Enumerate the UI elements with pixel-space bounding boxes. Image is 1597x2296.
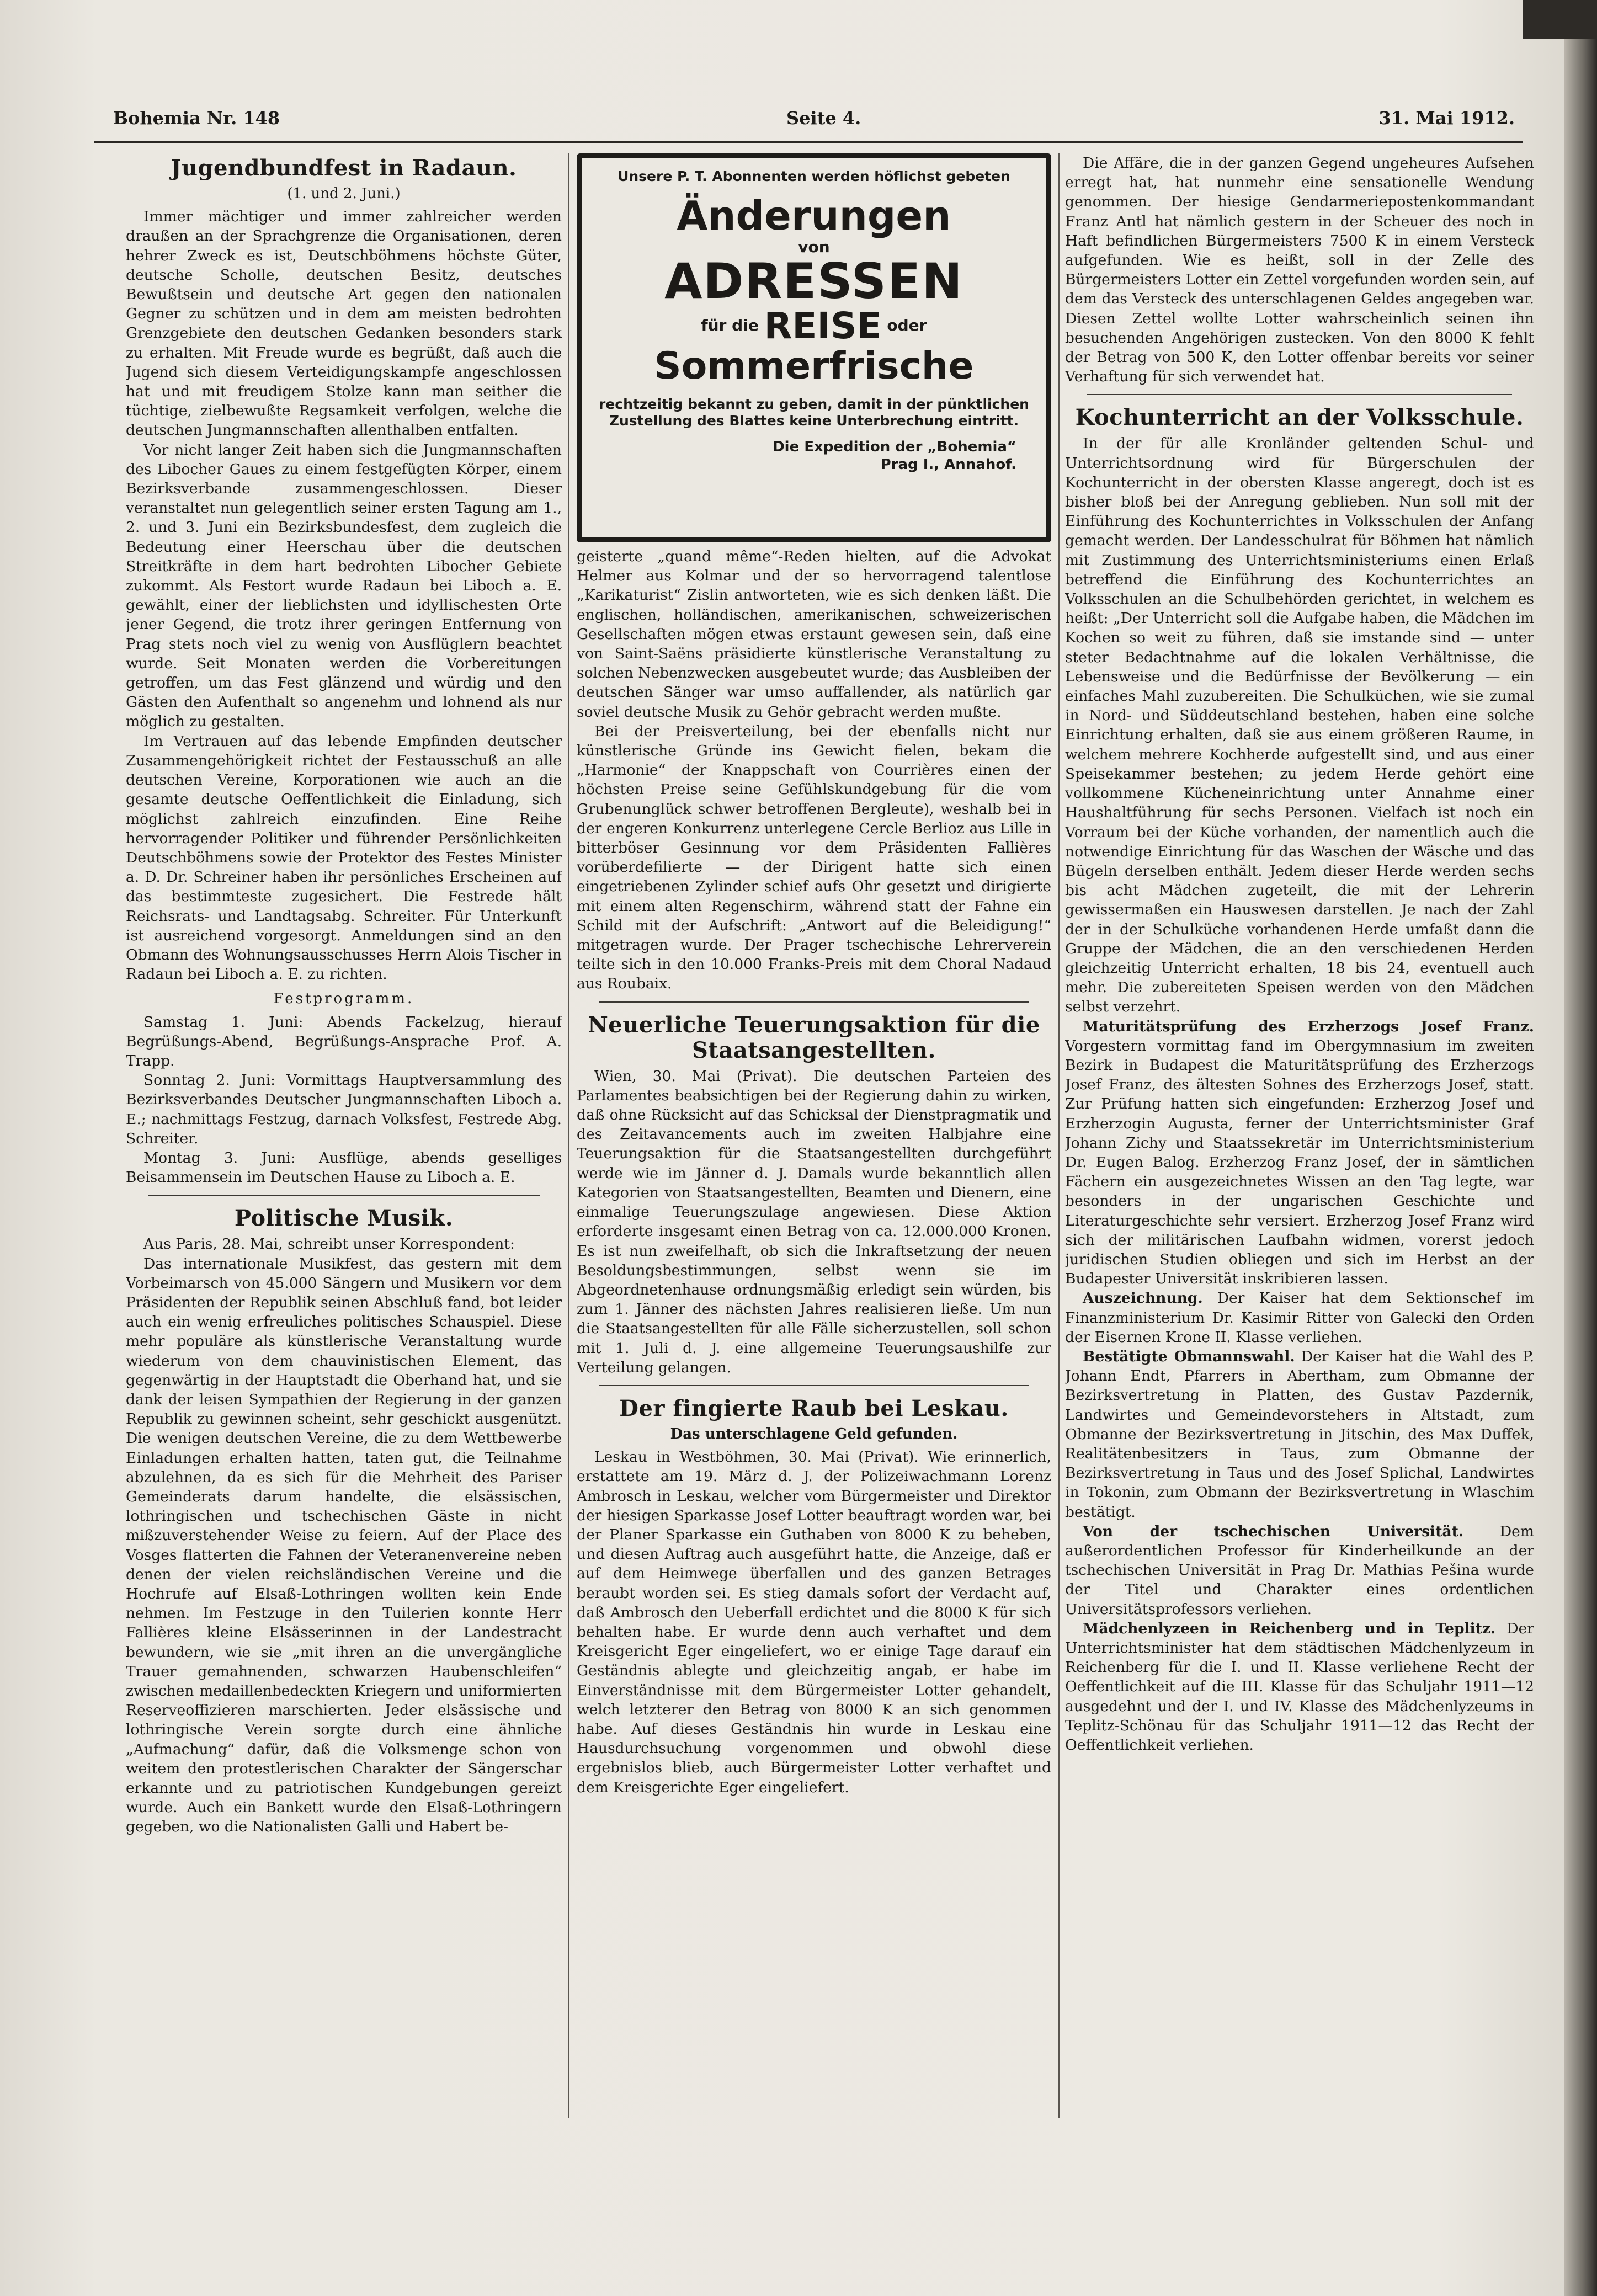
- news-item-obmannswahl: [1065, 1347, 1534, 1522]
- headline-jugendbundfest: Jugendbundfest in Radaun.: [171, 155, 517, 181]
- program-item: Samstag 1. Juni: Abends Fackelzug, hierauf Begrüßungs-Abend, Begrüßungs-Ansprache Prof. A. Trapp.: [126, 1013, 562, 1069]
- ad-line-aenderungen: Änderungen: [677, 193, 951, 239]
- section-separator: [1087, 394, 1512, 395]
- scan-edge-top: [1523, 0, 1597, 39]
- headline-politische-musik: Politische Musik.: [234, 1205, 454, 1232]
- paragraph: In der für alle Kronländer geltenden Schul- und Unterrichtsordnung wird für Bürgerschulen der Kochunterricht in der obersten Klasse angeregt, doch ist es bisher bloß bei der Anregung geblieben. Nun soll mit der Einführung des Kochunterrichtes in Volksschulen der Anfang gemacht werden. Der Landesschulrat für Böhmen hat nämlich mit Zustimmung des Unterrichtsministeriums einen Erlaß betreffend die Einführung des Kochunterrichtes an Volksschulen an die Schulbehörden gerichtet, in welchem es heißt: „Der Unterricht soll die Aufgabe haben, die Mädchen im Kochen so weit zu führen, daß sie imstande sind — unter steter Bedachtnahme auf die lokalen Verhältnisse, die Lebensweise und die Bedürfnisse der Bevölkerung — ein einfaches Mahl zuzubereiten. Die Schulküchen, wie sie zumal in Nord- und Süddeutschland bestehen, haben eine solche Einrichtung erhalten, daß sie aus einem größeren Raume, in welchem mehrere Kochherde aufgestellt sind, und aus einer Speisekammer bestehen; zu jedem Herde gehört eine vollkommene Kücheneinrichtung unter Annahme einer Haushaltführung für sechs Personen. Vielfach ist noch ein Vorraum bei der Küche vorhanden, der namentlich auch die notwendige Einrichtung für das Waschen der Wäsche und das Bügeln derselben enthält. Jedem dieser Herde werden sechs bis acht Mädchen zugeteilt, die mit der Lehrerin gewissermaßen ein Hauswesen darstellen. Je nach der Zahl der in der Schulküche vorhandenen Herde umfaßt dann die Gruppe der Mädchen, die an den verschiedenen Herden gleichzeitig Unterricht erhalten, 18 bis 24, eventuell auch mehr. Die zubereiteten Speisen werden von den Mädchen selbst verzehrt.: [1065, 435, 1534, 1016]
- ad-signature-1: Die Expedition der „Bohemia“: [773, 439, 1016, 455]
- paragraph: Das internationale Musikfest, das gestern mit dem Vorbeimarsch von 45.000 Sängern und Musikern vor dem Präsidenten der Republik seinen Abschluß fand, bot leider auch ein wenig erfreuliches politisches Schauspiel. Diese mehr populäre als künstlerische Veranstaltung wurde wiederum von dem chauvinistischen Element, das gegenwärtig in der Hauptstadt die Oberhand hat, und sie dank der leisen Sympathien der Regierung in der ganzen Republik zu gewinnen scheint, sehr geschickt ausgenützt. Die wenigen deutschen Vereine, die zu dem Wettbewerbe Einladungen erhalten hatten, taten gut, die Teilnahme abzulehnen, da es sich für die Mehrheit des Pariser Gemeinderats darum handelte, die elsässischen, lothringischen und tschechischen Gäste in nicht mißzuverstehender Weise zu feiern. Auf der Place des Vosges flatterten die Fahnen der Veteranenvereine neben denen der vielen reichsländischen Vereine und die Hochrufe auf Elsaß-Lothringen wollten kein Ende nehmen. Im Festzuge in den Tuilerien konnte Herr Fallières kleine Elsässerinnen in der Landestracht bewundern, wie sie „mit ihren an die unvergängliche Trauer gemahnenden, schwarzen Haubenschleifen“ zwischen medaillenbedeckten Kriegern und uniformierten Reserveoffizieren marschierten. Jeder elsässische und lothringische Verein sorgte durch eine ähnliche „Aufmachung“ dafür, daß die Volksmenge schon von weitem den protestlerischen Charakter der Sängerschar erkannte und zu patriotischen Kundgebungen gereizt wurde. Auch ein Bankett wurde den Elsaß-Lothringern gegeben, wo die Nationalisten Galli und Habert be-: [126, 1255, 562, 1836]
- ad-intro: Unsere P. T. Abonnenten werden höflichst gebeten: [617, 168, 1010, 184]
- news-item-title: Von der tschechischen Universität.: [1083, 1522, 1464, 1540]
- header-masthead: Bohemia Nr. 148: [113, 108, 280, 129]
- news-item-body: Der Kaiser hat dem Sektionschef im Finanzministerium Dr. Kasimir Ritter von Galecki den Orden der Eisernen Krone II. Klasse verliehen.: [1065, 1290, 1534, 1346]
- page-header: [113, 108, 1515, 135]
- ad-line-reise: [595, 305, 1033, 347]
- news-item-title: Bestätigte Obmannswahl.: [1083, 1347, 1295, 1365]
- column-2: [577, 153, 1051, 2118]
- ad-word-reise: REISE: [764, 305, 882, 347]
- paragraph: Aus Paris, 28. Mai, schreibt unser Korrespondent:: [143, 1235, 515, 1253]
- paragraph: Die Affäre, die in der ganzen Gegend ungeheures Aufsehen erregt hat, hat nunmehr eine sensationelle Wendung genommen. Der hiesige Gendarmeriepostenkommandant Franz Antl hat nämlich gestern in der Scheuer des noch in Haft befindlichen Bürgermeisters 7500 K in einem Versteck aufgefunden. Wie es heißt, soll in der Zelle des Bürgermeisters Lotter ein Zettel vorgefunden worden sein, auf dem das Versteck des unterschlagenen Geldes angegeben war. Diesen Zettel wollte Lotter wahrscheinlich seinen ihn besuchenden Angehörigen zustecken. Von den 8000 K fehlt der Betrag von 500 K, den Lotter offenbar bereits vor seiner Verhaftung für sich verwendet hat.: [1065, 155, 1534, 386]
- ad-word-oder: oder: [887, 316, 927, 334]
- ad-word-von: von: [798, 238, 830, 256]
- headline-teuerungsaktion: Neuerliche Teuerungsaktion für die Staatsangestellten.: [588, 1011, 1040, 1063]
- section-separator: [599, 1385, 1029, 1386]
- ad-line-adressen: ADRESSEN: [664, 253, 963, 310]
- paragraph: Immer mächtiger und immer zahlreicher werden draußen an der Sprachgrenze die Organisationen, deren hehrer Zweck es ist, Deutschböhmens höchste Güter, deutsche Scholle, deutschen Besitz, deutsches Bewußtsein und deutsche Art gegen den nationalen Gegner zu schützen und in dem am meisten bedrohten Grenzgebiete den deutschen Gedanken besonders stark zu erhalten. Mit Freude wurde es begrüßt, daß auch die Jugend sich diesem Verteidigungskampfe angeschlossen hat und mit freudigem Stolze kann man seither die tüchtige, zielbewußte Regsamkeit verfolgen, welche die deutschen Jungmannschaften allenthalben entfalten.: [126, 208, 562, 439]
- news-item-title: Mädchenlyzeen in Reichenberg und in Teplitz.: [1083, 1620, 1496, 1637]
- ad-word-fuer-die: für die: [701, 316, 759, 334]
- subheadline-geld-gefunden: Das unterschlagene Geld gefunden.: [670, 1425, 958, 1442]
- ad-line-sommerfrische: Sommerfrische: [654, 344, 974, 388]
- paragraph: Leskau in Westböhmen, 30. Mai (Privat). Wie erinnerlich, erstattete am 19. März d. J. der Polizeiwachmann Lorenz Ambrosch in Leskau, welcher vom Bürgermeister und Direktor der hiesigen Sparkasse Josef Lotter beauftragt worden war, bei der Planer Sparkasse ein Guthaben von 8000 K zu beheben, und diesen Auftrag auch ausgeführt hatte, die Anzeige, daß er auf dem Heimwege überfallen und des ganzen Betrages beraubt worden sei. Es stieg damals sofort der Verdacht auf, daß Ambrosch den Ueberfall erdichtet und die 8000 K für sich behalten habe. Er wurde denn auch verhaftet und dem Kreisgericht Eger eingeliefert, wo er einige Tage darauf ein Geständnis ablegte und gleichzeitig angab, er habe im Einverständnisse mit dem Bürgermeister Lotter gehandelt, welch letzterer den Betrag von 8000 K an sich genommen habe. Auf dieses Geständnis hin wurde in Leskau eine Hausdurchsuchung vorgenommen und obwohl diese ergebnislos blieb, auch Bürgermeister Lotter verhaftet und dem Kreisgerichte Eger eingeliefert.: [577, 1448, 1051, 1796]
- header-rule: [94, 141, 1523, 143]
- section-separator: [148, 1195, 540, 1196]
- paragraph: geisterte „quand même“-Reden hielten, auf die Advokat Helmer aus Kolmar und der so hervorragend talentlose „Karikaturist“ Zislin antworteten, wie es sich denken läßt. Die englischen, holländischen, amerikanischen, schweizerischen Gesellschaften mögen etwas erstaunt gewesen sein, daß eine von Saint-Saëns präsidierte künstlerische Veranstaltung zu solchen Nebenzwecken ausgebeutet wurde; das Ausbleiben der deutschen Sänger war umso auffallender, als natürlich gar soviel deutsche Musik zu Gehör gebracht werden mußte.: [577, 548, 1051, 721]
- news-item-body: Der Kaiser hat die Wahl des P. Johann Endt, Pfarrers in Abertham, zum Obmanne der Bezirksvertretung in Platten, des Gustav Pazdernik, Landwirtes und Gemeindevorstehers in Altstadt, zum Obmanne der Bezirksvertretung in Jitschin, des Max Duffek, Realitätenbesitzers in Taus, zum Obmanne der Bezirksvertretung in Taus und des Josef Splichal, Landwirtes in Tokonin, zum Obmann der Bezirksvertretung in Wlaschim bestätigt.: [1065, 1347, 1534, 1521]
- news-item-title: Maturitätsprüfung des Erzherzogs Josef Franz.: [1083, 1018, 1534, 1035]
- news-item-maedchenlyzeen: [1065, 1619, 1534, 1755]
- header-page-number: Seite 4.: [786, 108, 861, 129]
- news-item-body: Vorgestern vormittag fand im Obergymnasium im zweiten Bezirk in Budapest die Maturitätsprüfung des Erzherzogs Josef Franz, des ältesten Sohnes des Erzherzogs Josef, statt. Zur Prüfung hatten sich eingefunden: Erzherzog Josef und Erzherzogin Augusta, ferner der Unterrichtsminister Graf Johann Zichy und Staatssekretär im Unterrichtsministerium Dr. Eugen Balog. Erzherzog Franz Josef, der in sämtlichen Fächern ein ausgezeichnetes Wissen an den Tag legte, war besonders in der ungarischen Geschichte und Literaturgeschichte sehr versiert. Erzherzog Josef Franz wird sich der militärischen Laufbahn widmen, vorerst jedoch juridischen Studien obliegen und sich im Herbst an der Budapester Universität inskribieren lassen.: [1065, 1037, 1534, 1288]
- paragraph: Im Vertrauen auf das lebende Empfinden deutscher Zusammengehörigkeit richtet der Festausschuß an alle deutschen Vereine, Korporationen wie auch an die gesamte deutsche Oeffentlichkeit die Einladung, sich möglichst zahlreich einzufinden. Eine Reihe hervorragender Politiker und führender Persönlichkeiten Deutschböhmens sowie der Protektor des Festes Minister a. D. Dr. Schreiner haben ihr persönliches Erscheinen auf das bestimmteste zugesichert. Die Festrede hält Reichsrats- und Landtagsabg. Schreiter. Für Unterkunft ist ausreichend vorgesorgt. Anmeldungen sind an den Obmann des Wohnungsausschusses Herrn Alois Tischer in Radaun bei Liboch a. E. zu richten.: [126, 732, 562, 983]
- column-rule-2: [1058, 153, 1060, 2118]
- paragraph: Wien, 30. Mai (Privat). Die deutschen Parteien des Parlamentes beabsichtigen bei der Regierung dahin zu wirken, daß ohne Rücksicht auf das Schicksal der Dienstpragmatik und des Zeitavancements auch im zweiten Halbjahre eine Teuerungsaktion für die Staatsangestellten durchgeführt werde wie im Jänner d. J. Damals wurde bekanntlich allen Kategorien von Staatsangestellten, Beamten und Dienern, eine einmalige Teuerungszulage angewiesen. Diese Aktion erforderte insgesamt einen Betrag von ca. 12.000.000 Kronen. Es ist nun zweifelhaft, ob sich die Inkraftsetzung der neuen Besoldungsbestimmungen, selbst wenn sie im Abgeordnetenhause ordnungsmäßig erledigt sein würden, bis zum 1. Jänner des nächsten Jahres realisieren ließe. Um nun die Staatsangestellten für alle Fälle sicherzustellen, soll schon mit 1. Juli d. J. eine allgemeine Teuerungsaushilfe zur Verteilung gelangen.: [577, 1067, 1051, 1376]
- column-rule-1: [568, 153, 569, 2118]
- news-item-body: Dem außerordentlichen Professor für Kinderheilkunde an der tschechischen Universität in Prag Dr. Mathias Pešina wurde der Titel und Charakter eines ordentlichen Universitätsprofessors verliehen.: [1065, 1522, 1534, 1618]
- column-3: [1065, 153, 1534, 2118]
- advertisement-box: [577, 153, 1051, 542]
- column-1: [126, 153, 562, 2118]
- news-item-body: Der Unterrichtsminister hat dem städtischen Mädchenlyzeum in Reichenberg für die I. und II. Klasse verliehene Recht der Oeffentlichkeit auf die III. Klasse für das Schuljahr 1911—12 ausgedehnt und der I. und IV. Klasse des Mädchenlyzeums in Teplitz-Schönau für das Schuljahr 1911—12 das Recht der Oeffentlichkeit verliehen.: [1065, 1620, 1534, 1754]
- subheadline-dates: (1. und 2. Juni.): [287, 185, 401, 202]
- paragraph: Vor nicht langer Zeit haben sich die Jungmannschaften des Libocher Gaues zu einem festgefügten Körper, einem Bezirksverbande zusammengeschlossen. Dieser veranstaltet nun gelegentlich seiner ersten Tagung am 1., 2. und 3. Juni ein Bezirksbundesfest, dem zugleich die Bedeutung einer Heerschau über die deutschen Streitkräfte in dem hart bedrohten Libocher Gebiete zukommt. Als Festort wurde Radaun bei Liboch a. E. gewählt, einer der lieblichsten und idyllischesten Orte jener Gegend, die trotz ihrer geringen Entfernung von Prag stets noch viel zu wenig von Ausflüglern beachtet wurde. Seit Monaten werden die Vorbereitungen getroffen, um das Fest glänzend und würdig und den Gästen den Aufenthalt so angenehm und lohnend als nur möglich zu gestalten.: [126, 441, 562, 731]
- program-item: Montag 3. Juni: Ausflüge, abends geselliges Beisammensein im Deutschen Hause zu Liboch a. E.: [126, 1149, 562, 1186]
- ad-signature-2: Prag I., Annahof.: [880, 456, 1016, 473]
- paragraph: Bei der Preisverteilung, bei der ebenfalls nicht nur künstlerische Gründe ins Gewicht fielen, bekam die „Harmonie“ der Knappschaft von Courrières einen der höchsten Preise seine Gefühlskundgebung für die vom Grubenunglück schwer betroffenen Bergleute), weshalb bei in der engeren Konkurrenz unterlegene Cercle Berlioz aus Lille in bitterböser Gesinnung vor dem Präsidenten Fallières vorüberdefilierte — der Dirigent hatte sich einen eingetriebenen Zylinder schief aufs Ohr gesetzt und dirigierte mit einem alten Regenschirm, während statt der Fahne ein Schild mit der Aufschrift: „Antwort auf die Beleidigung!“ mitgetragen wurde. Der Prager tschechische Lehrerverein teilte sich in den 10.000 Franks-Preis mit dem Choral Nadaud aus Roubaix.: [577, 722, 1051, 993]
- scan-edge-right: [1564, 0, 1597, 2296]
- news-item-universitaet: [1065, 1522, 1534, 1619]
- news-item-auszeichnung: [1065, 1288, 1534, 1347]
- ad-body: rechtzeitig bekannt zu geben, damit in der pünktlichen Zustellung des Blattes keine Unterbrechung eintritt.: [599, 396, 1029, 429]
- festprogramm-title: Festprogramm.: [273, 990, 414, 1008]
- news-item-title: Auszeichnung.: [1083, 1290, 1203, 1307]
- program-item: Sonntag 2. Juni: Vormittags Hauptversammlung des Bezirksverbandes Deutscher Jungmannschaften Liboch a. E.; nachmittags Festzug, darnach Volksfest, Festrede Abg. Schreiter.: [126, 1072, 562, 1147]
- section-separator: [599, 1001, 1029, 1003]
- headline-kochunterricht: Kochunterricht an der Volksschule.: [1075, 404, 1524, 431]
- header-date: 31. Mai 1912.: [1378, 108, 1515, 129]
- headline-raub-leskau: Der fingierte Raub bei Leskau.: [619, 1395, 1009, 1421]
- news-item-maturitaet: [1065, 1017, 1534, 1289]
